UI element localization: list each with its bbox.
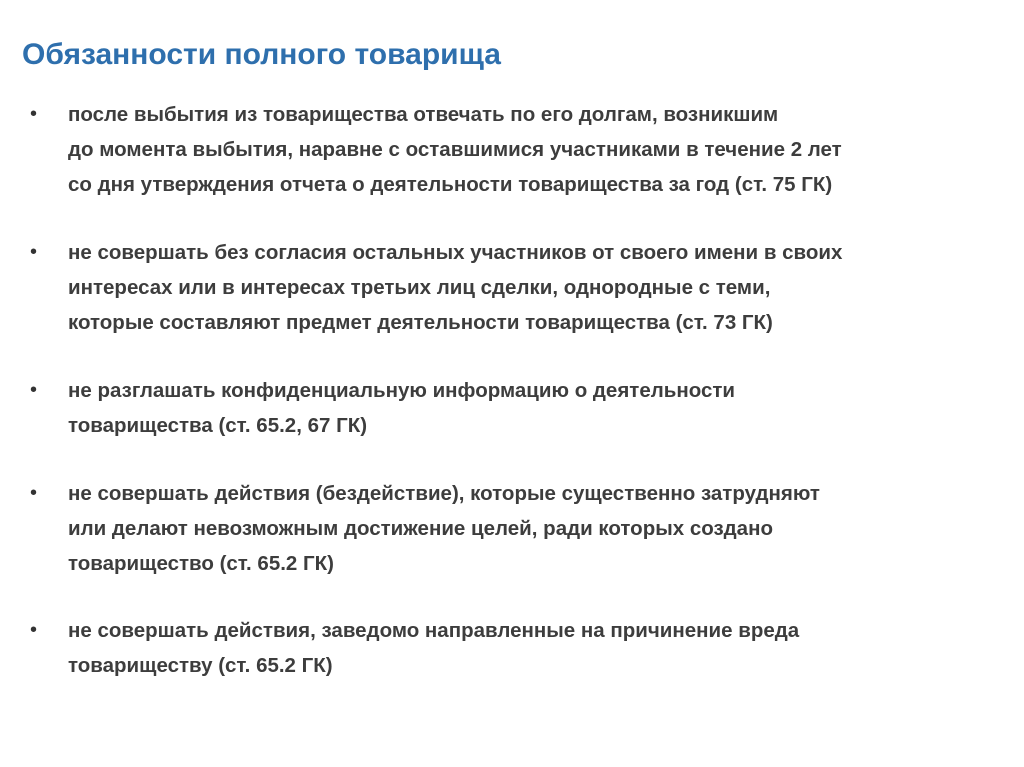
bullet-4-line-2: или делают невозможным достижение целей, ради которых создано xyxy=(68,517,773,540)
bullet-1-line-1: после выбытия из товарищества отвечать по его долгам, возникшим xyxy=(68,103,779,126)
bullet-5-line-2: товариществу (ст. 65.2 ГК) xyxy=(68,654,333,677)
bullet-4-line-1: не совершать действия (бездействие), которые существенно затрудняют xyxy=(68,482,820,505)
bullet-3-line-1: не разглашать конфиденциальную информацию о деятельности xyxy=(68,379,736,402)
bullet-2-line-3: которые составляют предмет деятельности товарищества (ст. 73 ГК) xyxy=(68,311,773,334)
bullet-1-line-2: до момента выбытия, наравне с оставшимися участниками в течение 2 лет xyxy=(68,138,842,161)
bullet-dot: • xyxy=(30,241,38,263)
bullet-1-line-3: со дня утверждения отчета о деятельности товарищества за год (ст. 75 ГК) xyxy=(68,173,833,196)
bullet-2-line-1: не совершать без согласия остальных участников от своего имени в своих xyxy=(68,241,843,264)
bullet-dot: • xyxy=(30,619,38,641)
bullet-dot: • xyxy=(30,379,38,401)
bullet-dot: • xyxy=(30,482,38,504)
bullet-4-line-3: товарищество (ст. 65.2 ГК) xyxy=(68,552,334,575)
bullet-3-line-2: товарищества (ст. 65.2, 67 ГК) xyxy=(68,414,368,437)
slide-title: Обязанности полного товарища xyxy=(22,38,501,71)
bullet-5-line-1: не совершать действия, заведомо направленные на причинение вреда xyxy=(68,619,800,642)
bullet-dot: • xyxy=(30,103,38,125)
bullet-2-line-2: интересах или в интересах третьих лиц сделки, однородные с теми, xyxy=(68,276,771,299)
